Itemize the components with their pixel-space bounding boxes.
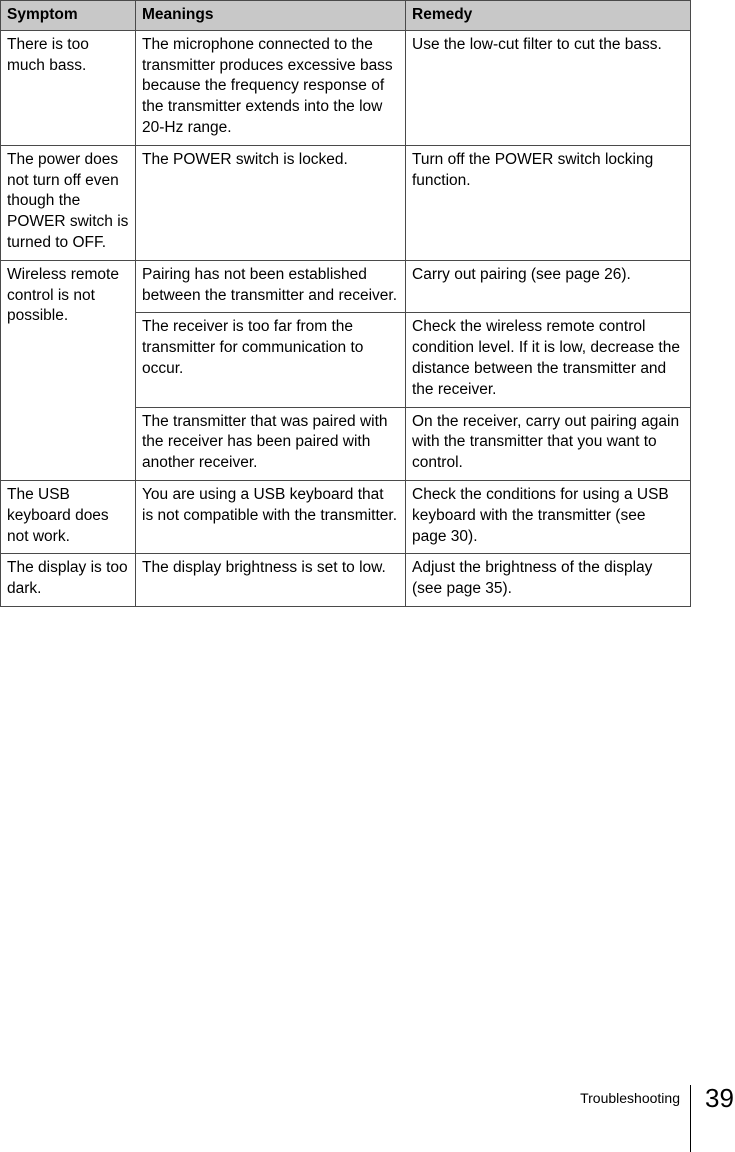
remedy-cell: Check the conditions for using a USB keyboard with the transmitter (see page 30). [406,480,691,553]
remedy-cell: Turn off the POWER switch locking function. [406,145,691,260]
header-symptom: Symptom [1,1,136,31]
remedy-cell: Check the wireless remote control condition level. If it is low, decrease the distance between the transmitter and the receiver. [406,313,691,407]
header-meanings: Meanings [136,1,406,31]
symptom-cell: The USB keyboard does not work. [1,480,136,553]
table-header-row [1,1,691,31]
remedy-cell: Use the low-cut filter to cut the bass. [406,30,691,145]
meaning-cell: The display brightness is set to low. [136,554,406,607]
table-row [1,30,691,145]
troubleshooting-table [0,0,691,607]
remedy-cell: Carry out pairing (see page 26). [406,260,691,313]
meaning-cell: The transmitter that was paired with the receiver has been paired with another receiver. [136,407,406,480]
footer-divider [690,1085,691,1152]
meaning-cell: You are using a USB keyboard that is not compatible with the transmitter. [136,480,406,553]
symptom-cell: The display is too dark. [1,554,136,607]
remedy-cell: On the receiver, carry out pairing again with the transmitter that you want to control. [406,407,691,480]
meaning-cell: Pairing has not been established between the transmitter and receiver. [136,260,406,313]
page-number: 39 [705,1083,734,1113]
table-row [1,554,691,607]
symptom-cell: The power does not turn off even though the POWER switch is turned to OFF. [1,145,136,260]
table-row [1,260,691,313]
symptom-cell: There is too much bass. [1,30,136,145]
table-row [1,145,691,260]
symptom-cell: Wireless remote control is not possible. [1,260,136,480]
footer-section-label: Troubleshooting [580,1090,680,1106]
meaning-cell: The microphone connected to the transmitter produces excessive bass because the frequency response of the transmitter extends into the low 20-Hz range. [136,30,406,145]
table-row [1,480,691,553]
remedy-cell: Adjust the brightness of the display (see page 35). [406,554,691,607]
meaning-cell: The POWER switch is locked. [136,145,406,260]
meaning-cell: The receiver is too far from the transmitter for communication to occur. [136,313,406,407]
header-remedy: Remedy [406,1,691,31]
